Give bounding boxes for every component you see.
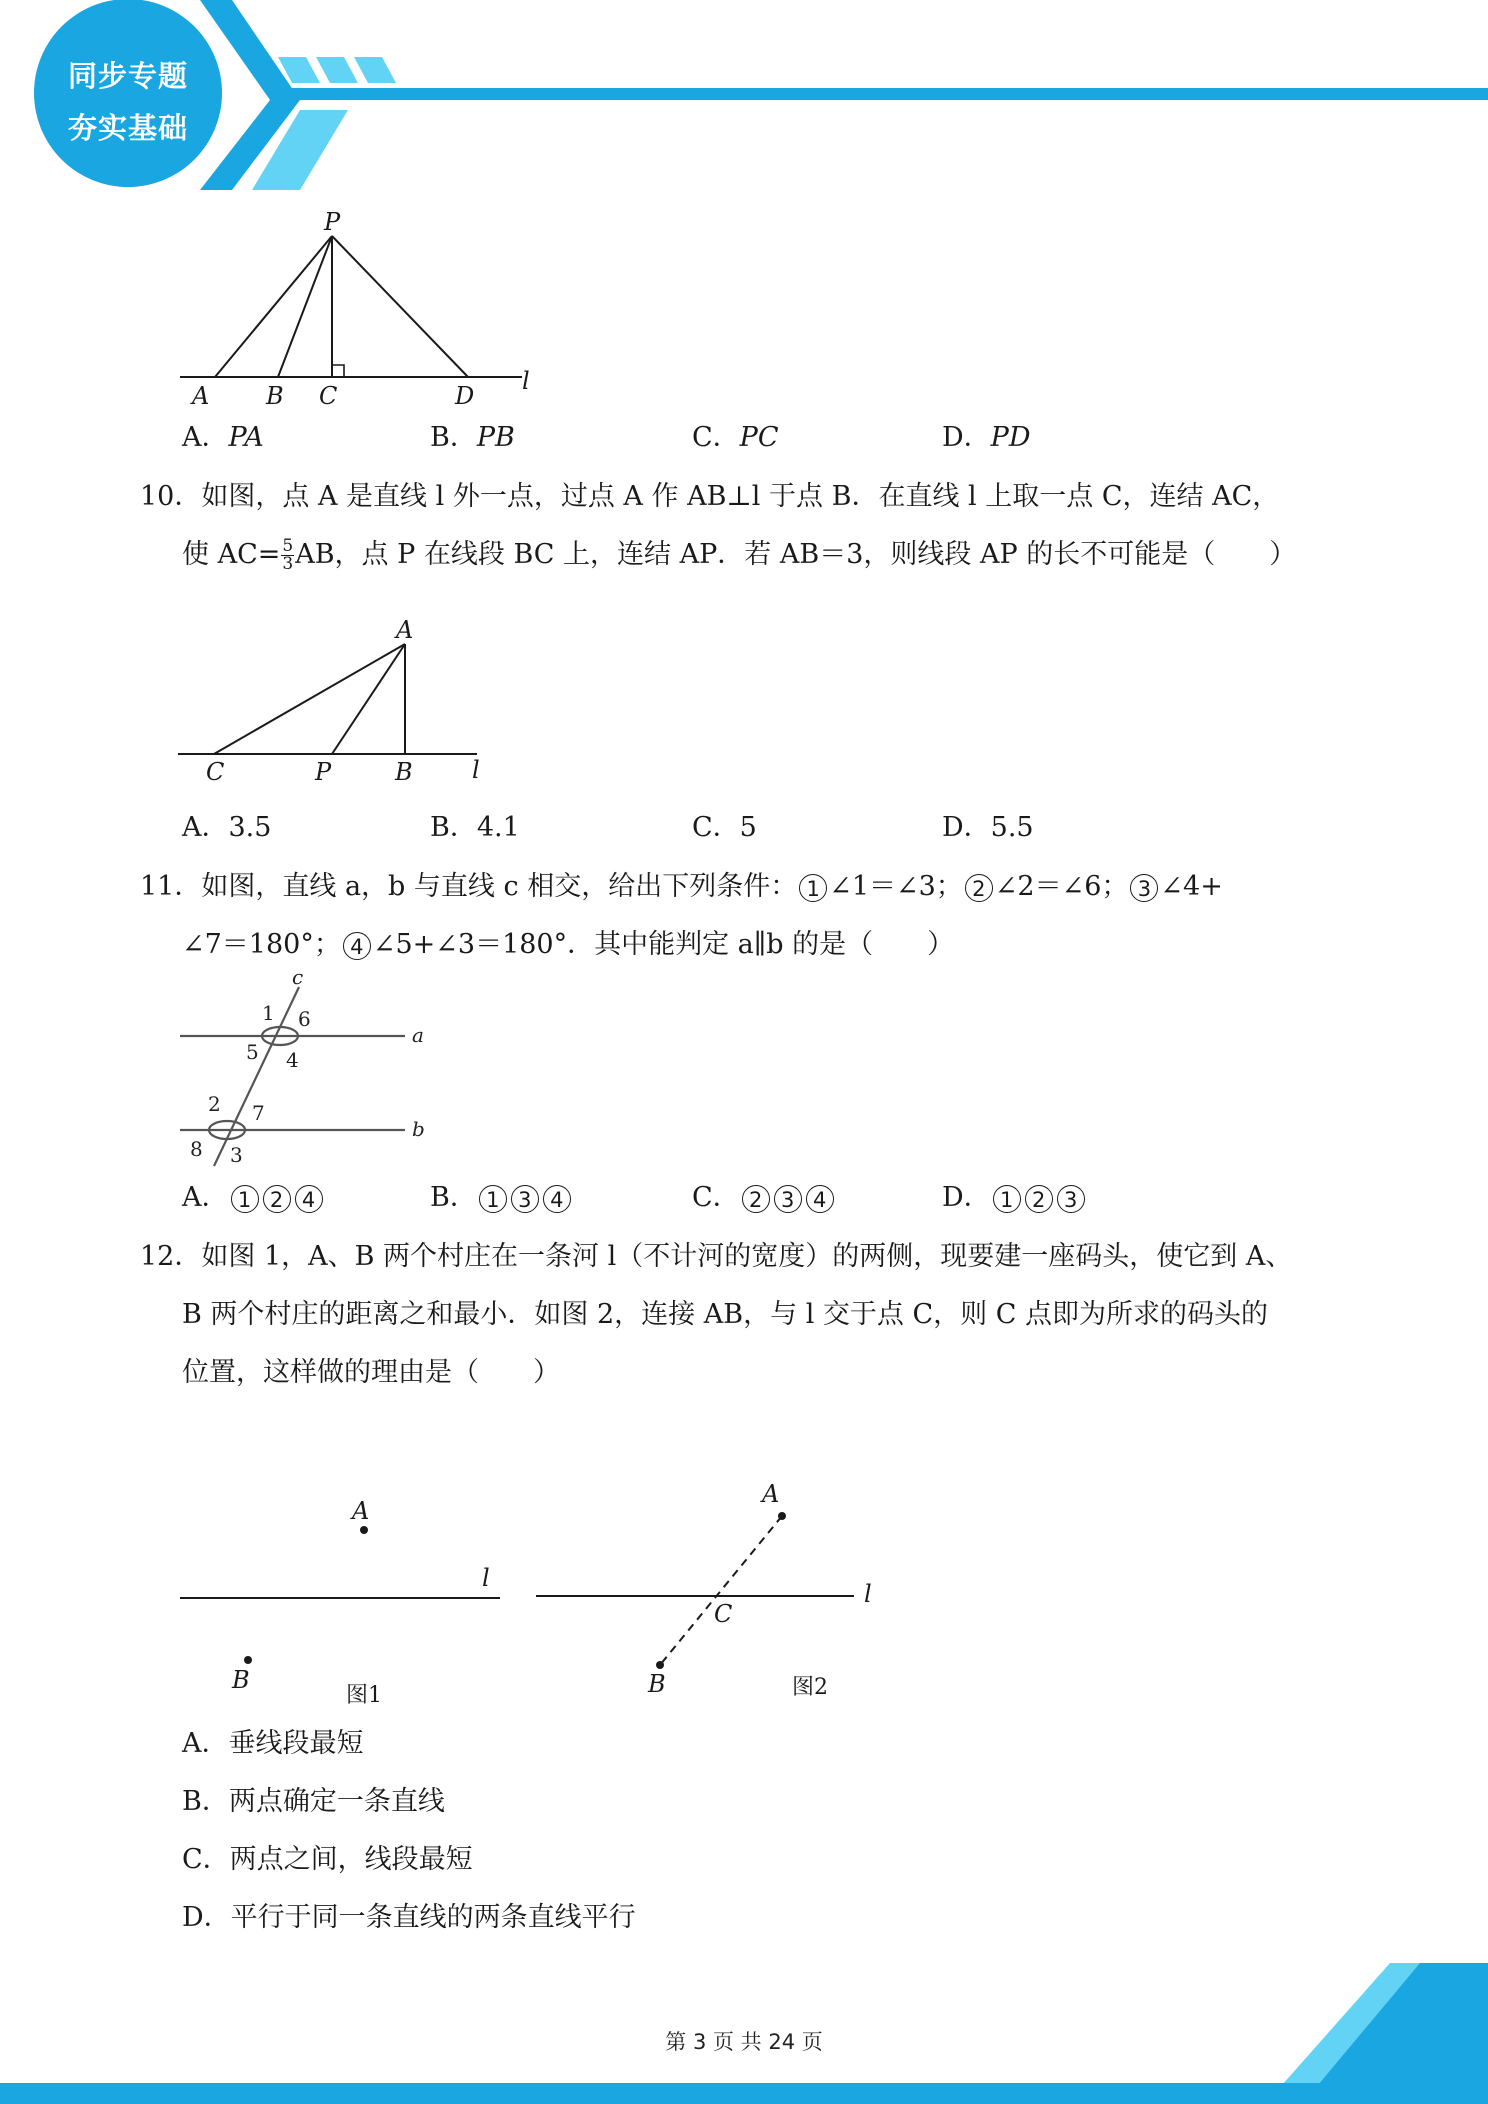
q11-angle-4: 4 — [286, 1048, 299, 1072]
q11-angle-3: 3 — [230, 1143, 243, 1167]
q10-label-c: C — [206, 758, 225, 786]
header-banner — [0, 0, 1488, 200]
q12-fig2-label-c: C — [714, 1600, 733, 1628]
q9-option-c: C．PC — [692, 422, 779, 453]
q9-label-d: D — [455, 382, 475, 410]
q12-fig2-label-a: A — [762, 1480, 780, 1508]
q11-figure — [170, 970, 440, 1170]
q11-angle-8: 8 — [190, 1137, 203, 1161]
q12-fig2-caption: 图2 — [792, 1675, 828, 1700]
q9-label-b: B — [266, 382, 284, 410]
q10-option-b: B．4.1 — [430, 812, 520, 843]
q12-fig2-label-l: l — [864, 1580, 872, 1608]
q12-figure-1 — [180, 1497, 500, 1708]
q12-line3: 位置，这样做的理由是（ ） — [182, 1357, 560, 1388]
header-badge-line1: 同步专题 — [67, 59, 188, 93]
q10-label-l: l — [472, 756, 480, 784]
footer-banner — [0, 1955, 1488, 2104]
q9-label-c: C — [319, 382, 338, 410]
q12-option-c: C．两点之间，线段最短 — [182, 1844, 473, 1875]
q10-figure — [170, 612, 500, 792]
q12-fig1-caption: 图1 — [346, 1683, 382, 1708]
q11-angle-2: 2 — [208, 1092, 221, 1116]
q12-line1: 如图 1，A、B 两个村庄在一条河 l（不计河的宽度）的两侧，现要建一座码头，使它到 A、 — [201, 1241, 1293, 1272]
q10-option-c: C．5 — [692, 812, 757, 843]
q12-number: 12． — [140, 1241, 202, 1272]
q10-line1: 如图，点 A 是直线 l 外一点，过点 A 作 AB⊥l 于点 B．在直线 l 上取一点 C，连结 AC， — [201, 481, 1280, 512]
q11-option-c: C． 2 3 4 — [692, 1180, 836, 1216]
q10-label-p: P — [315, 758, 332, 786]
q12-fig1-label-b: B — [232, 1666, 250, 1694]
q11-label-a: a — [412, 1023, 424, 1047]
q10-option-d: D．5.5 — [942, 812, 1034, 843]
q12-fig1-label-a: A — [352, 1497, 370, 1525]
page-number: 第 3 页 共 24 页 — [665, 2030, 823, 2054]
q10-fraction: $\frac{5}{3}$ — [282, 536, 294, 574]
q11-circ-4: 4 — [343, 932, 371, 960]
q11-number: 11． — [140, 871, 202, 902]
q9-label-a: A — [192, 382, 210, 410]
q12-fig2-label-b: B — [648, 1670, 666, 1698]
q10-label-b: B — [395, 758, 413, 786]
q10-line2-pre: 使 AC= — [182, 539, 281, 570]
q11-angle-6: 6 — [298, 1007, 311, 1031]
q12-fig1-label-l: l — [482, 1564, 490, 1592]
q11-angle-7: 7 — [252, 1101, 265, 1125]
q11-text: 11．如图，直线 a，b 与直线 c 相交，给出下列条件： 1 ∠1＝∠3； 2 ∠2＝∠6； 3 ∠4+ ∠7＝180°； 4 ∠5+∠3＝180°．其中能判定 a∥b 的是（ ） — [140, 871, 1223, 960]
header-badge-line2: 夯实基础 — [67, 111, 188, 145]
q10-number: 10． — [140, 481, 202, 512]
q9-option-d: D．PD — [942, 422, 1031, 453]
q11-option-a: A． 1 2 4 — [182, 1180, 325, 1216]
q9-label-l: l — [522, 367, 530, 395]
q11-circ-2: 2 — [965, 874, 993, 902]
q11-label-b: b — [412, 1117, 425, 1141]
q12-text — [140, 1237, 1360, 1393]
q9-option-a: A．PA — [182, 422, 264, 453]
q9-option-b: B．PB — [430, 422, 515, 453]
q12-line2: B 两个村庄的距离之和最小．如图 2，连接 AB，与 l 交于点 C，则 C 点即为所求的码头的 — [182, 1299, 1268, 1330]
q11-label-c: c — [292, 970, 304, 989]
q11-circ-1: 1 — [799, 874, 827, 902]
q11-option-b: B． 1 3 4 — [430, 1180, 573, 1216]
q12-figure-2 — [536, 1480, 872, 1700]
q12-option-d: D．平行于同一条直线的两条直线平行 — [182, 1902, 636, 1933]
q11-option-d: D． 1 2 3 — [942, 1180, 1087, 1216]
q9-figure — [170, 210, 550, 410]
q11-angle-1: 1 — [262, 1001, 275, 1025]
q10-text — [140, 477, 1360, 575]
q12-option-a: A．垂线段最短 — [182, 1728, 364, 1759]
q12-option-b: B．两点确定一条直线 — [182, 1786, 445, 1817]
q11-angle-5: 5 — [246, 1040, 259, 1064]
q10-label-a: A — [396, 616, 414, 644]
q12-figures — [170, 1470, 890, 1710]
q10-option-a: A．3.5 — [182, 812, 272, 843]
q9-label-p: P — [324, 210, 341, 236]
q10-line2-post: AB，点 P 在线段 BC 上，连结 AP．若 AB＝3，则线段 AP 的长不可能是（ ） — [295, 539, 1297, 570]
q11-circ-3: 3 — [1130, 874, 1158, 902]
